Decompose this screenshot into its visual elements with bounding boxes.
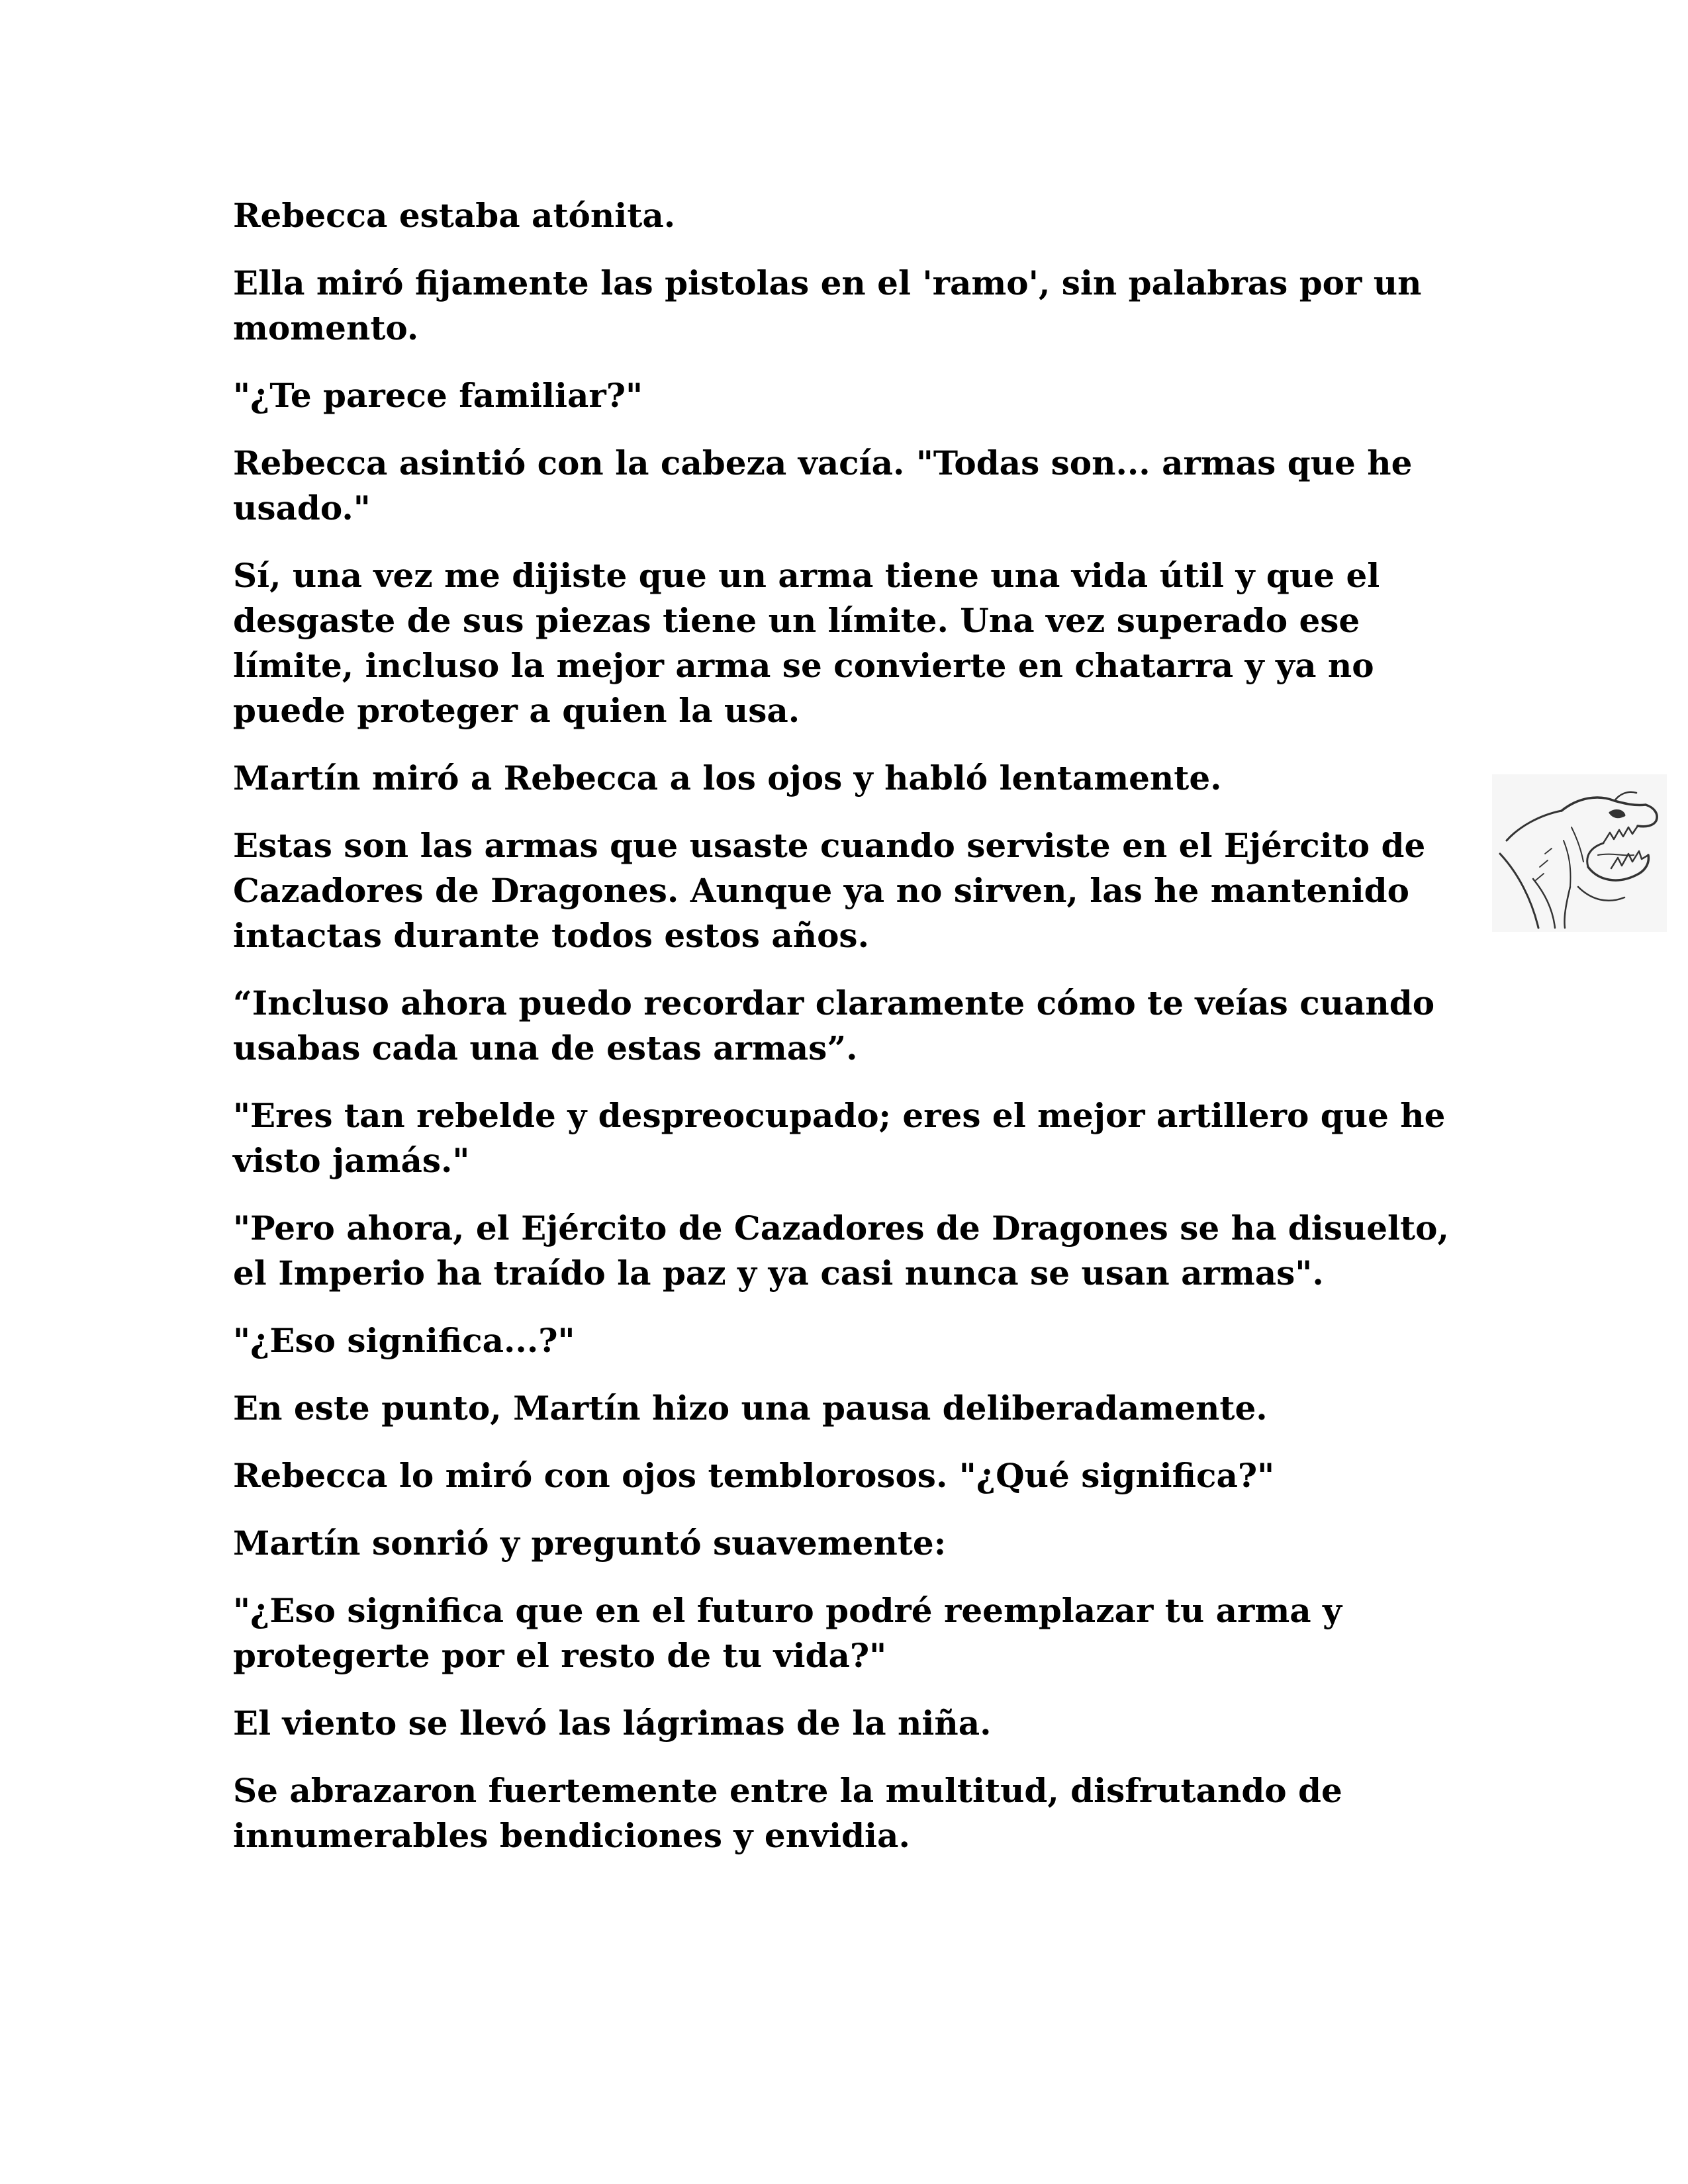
- dragon-head-sketch-icon: [1492, 774, 1667, 932]
- paragraph: El viento se llevó las lágrimas de la niña.: [233, 1704, 992, 1743]
- paragraph: Martín sonrió y preguntó suavemente:: [233, 1524, 947, 1563]
- paragraph: Martín miró a Rebecca a los ojos y habló lentamente.: [233, 758, 1222, 797]
- paragraph: "Pero ahora, el Ejército de Cazadores de Dragones se ha disuelto, el Imperio ha traído la paz y ya casi nunca se usan armas".: [233, 1208, 1449, 1293]
- paragraph: Rebecca lo miró con ojos temblorosos. "¿Qué significa?": [233, 1456, 1275, 1495]
- paragraph: Estas son las armas que usaste cuando serviste en el Ejército de Cazadores de Dragones. Aunque ya no sirven, las he mantenido intactas durante todos estos años.: [233, 826, 1426, 955]
- paragraph: Rebecca asintió con la cabeza vacía. "Todas son... armas que he usado.": [233, 443, 1413, 527]
- story-text: [233, 193, 1477, 1881]
- paragraph: Sí, una vez me dijiste que un arma tiene una vida útil y que el desgaste de sus piezas tiene un límite. Una vez superado ese límite, incluso la mejor arma se convierte en chatarra y ya no puede proteger a quien la usa.: [233, 556, 1380, 730]
- paragraph: Se abrazaron fuertemente entre la multitud, disfrutando de innumerables bendiciones y envidia.: [233, 1771, 1342, 1855]
- paragraph: "Eres tan rebelde y despreocupado; eres el mejor artillero que he visto jamás.": [233, 1096, 1446, 1180]
- paragraph: Ella miró fijamente las pistolas en el 'ramo', sin palabras por un momento.: [233, 263, 1422, 347]
- paragraph: "¿Eso significa...?": [233, 1321, 575, 1360]
- paragraph: “Incluso ahora puedo recordar claramente cómo te veías cuando usabas cada una de estas armas”.: [233, 983, 1435, 1068]
- paragraph: En este punto, Martín hizo una pausa deliberadamente.: [233, 1388, 1268, 1428]
- paragraph: "¿Te parece familiar?": [233, 376, 643, 415]
- paragraph: Rebecca estaba atónita.: [233, 196, 676, 235]
- paragraph: "¿Eso significa que en el futuro podré reemplazar tu arma y protegerte por el resto de tu vida?": [233, 1591, 1342, 1675]
